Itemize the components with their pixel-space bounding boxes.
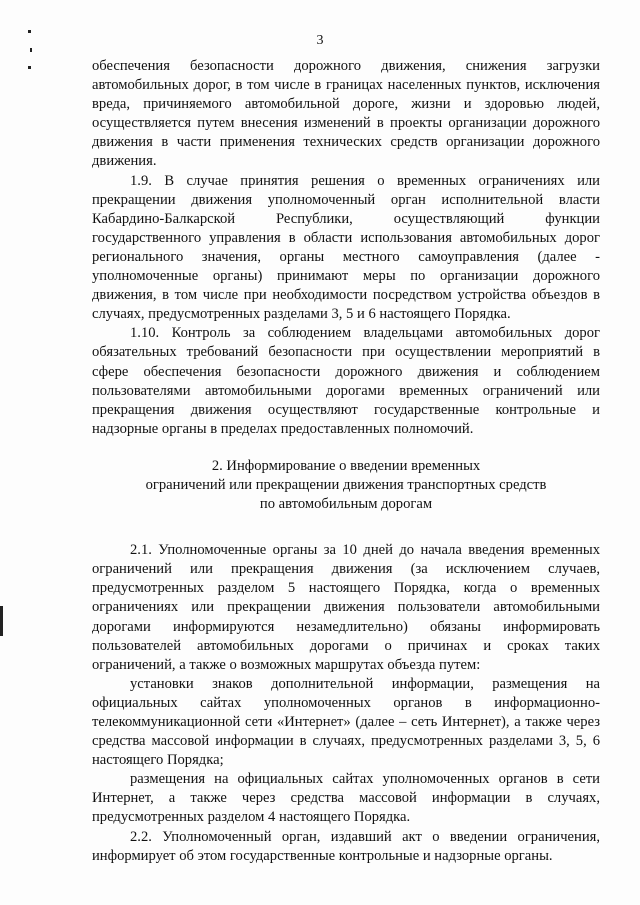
scan-mark: [28, 66, 31, 69]
paragraph-1-9: 1.9. В случае принятия решения о временных ограничениях или прекращении движения уполномоченный орган исполнительной власти Кабардино-Балкарской Республики, осуществляющий функции государственного управления в области использования автомобильных дорог регионального значения, органы местного самоуправления (далее - уполномоченные органы) принимают меры по организации дорожного движения, в том числе при необходимости посредством устройства объездов в случаях, предусмотренных разделами 3, 5 и 6 настоящего Порядка.: [92, 172, 600, 323]
document-body: [92, 57, 600, 866]
section-heading: [92, 457, 600, 514]
section-heading-line: по автомобильным дорогам: [259, 496, 433, 513]
paragraph-2-1: 2.1. Уполномоченные органы за 10 дней до начала введения временных ограничений или прекращения движения (за исключением случаев, предусмотренных разделом 5 настоящего Порядка, когда о временных ограничениях или прекращении движения пользователи автомобильными дорогами информируются незамедлительно) обязаны информировать пользователей автомобильных дорогами о причинах и сроках таких ограничений, а также о возможных маршрутах объезда путем:: [92, 542, 600, 673]
paragraph-2-1-item-b: размещения на официальных сайтах уполномоченных органов в сети Интернет, а также через средства массовой информации в случаях, предусмотренных разделом 4 настоящего Порядка.: [92, 771, 600, 826]
section-heading-line: 2. Информирование о введении временных: [211, 457, 481, 474]
paragraph-2-2: 2.2. Уполномоченный орган, издавший акт о введении ограничения, информирует об этом государственные контрольные и надзорные органы.: [92, 828, 600, 864]
paragraph-2-1-item-a: установки знаков дополнительной информации, размещения на официальных сайтах уполномоченных органов в информационно-телекоммуникационной сети «Интернет» (далее – сеть Интернет), а также через средства массовой информации в случаях, предусмотренных разделами 3, 5, 6 настоящего Порядка;: [92, 675, 600, 769]
paragraph-continuation: обеспечения безопасности дорожного движения, снижения загрузки автомобильных дорог, в том числе в границах населенных пунктов, исключения вреда, причиняемого автомобильной дороге, жизни и здоровью людей, осуществляется путем внесения изменений в проекты организации дорожного движения в части применения технических средств организации дорожного движения.: [92, 58, 600, 170]
page-number: 3: [316, 33, 324, 48]
scan-mark: [0, 606, 3, 636]
paragraph-1-10: 1.10. Контроль за соблюдением владельцами автомобильных дорог обязательных требований безопасности при осуществлении мероприятий в сфере обеспечения безопасности дорожного движения и соблюдением пользователями автомобильными дорогами временных ограничений или прекращения движения осуществляют государственные контрольные и надзорные органы в пределах предоставленных полномочий.: [92, 325, 600, 437]
section-heading-line: ограничений или прекращении движения транспортных средств: [145, 476, 547, 493]
